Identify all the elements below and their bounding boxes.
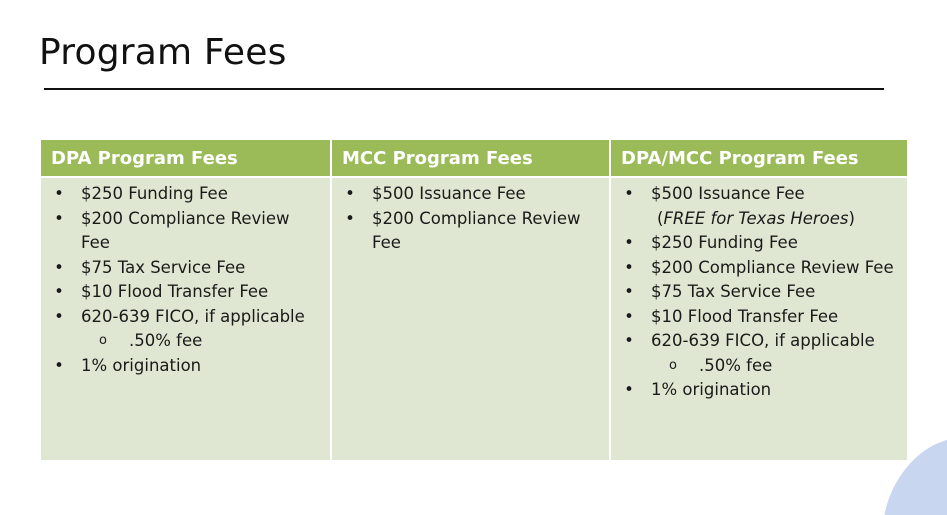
fee-list [340, 182, 601, 256]
bullet-icon: • [54, 257, 64, 277]
bullet-icon: • [54, 184, 64, 203]
fee-text: $500 Issuance Fee [372, 184, 526, 203]
fee-text: .50% fee [129, 331, 203, 350]
fee-note [651, 207, 899, 232]
fee-text: 620-639 FICO, if applicable [81, 306, 305, 326]
fee-text: .50% fee [699, 355, 773, 375]
list-item [49, 354, 322, 379]
sub-bullet-icon: o [669, 357, 677, 373]
bullet-icon: • [345, 208, 355, 228]
note-close-paren: ) [848, 208, 855, 228]
fee-text: $75 Tax Service Fee [81, 257, 246, 277]
fee-text: 1% origination [651, 380, 772, 399]
list-item [619, 256, 899, 281]
title-divider [44, 88, 884, 90]
fee-text: $200 Compliance Review Fee [372, 208, 581, 252]
fee-list [49, 182, 322, 378]
list-item [49, 182, 322, 207]
fee-text: 620-639 FICO, if applicable [651, 331, 875, 350]
fee-text: 1% origination [81, 355, 202, 375]
bullet-icon: • [54, 306, 64, 326]
bullet-icon: • [345, 184, 355, 203]
fee-text: $250 Funding Fee [651, 233, 798, 252]
list-item [619, 378, 899, 403]
bullet-icon: • [54, 355, 64, 375]
sub-bullet-icon: o [99, 333, 107, 348]
note-text: FREE for Texas Heroes [663, 208, 849, 228]
header-dpa-mcc-program-fees: DPA/MCC Program Fees [610, 140, 907, 177]
list-item [49, 280, 322, 305]
note-open-paren: ( [657, 208, 664, 228]
bullet-icon: • [624, 282, 634, 301]
bullet-icon: • [624, 257, 634, 277]
list-item [49, 256, 322, 281]
bullet-icon: • [624, 331, 634, 350]
bullet-icon: • [624, 380, 634, 399]
page-title: Program Fees [39, 32, 287, 73]
bullet-icon: • [624, 306, 634, 326]
table-header-row [41, 140, 907, 177]
list-item [619, 329, 899, 354]
bullet-icon: • [624, 233, 634, 252]
cell-dpa-mcc-fees [610, 177, 907, 460]
fee-text: $75 Tax Service Fee [651, 282, 816, 301]
table-row [41, 177, 907, 460]
cell-dpa-fees [41, 177, 331, 460]
bullet-icon: • [54, 208, 64, 228]
bullet-icon: • [624, 184, 634, 203]
list-item [619, 305, 899, 330]
list-item [49, 329, 322, 354]
header-mcc-program-fees: MCC Program Fees [331, 140, 610, 177]
fee-text: $200 Compliance Review Fee [81, 208, 290, 252]
header-dpa-program-fees: DPA Program Fees [41, 140, 331, 177]
list-item [49, 305, 322, 330]
fee-text: $250 Funding Fee [81, 184, 228, 203]
list-item [619, 182, 899, 231]
list-item [619, 354, 899, 379]
bullet-icon: • [54, 282, 64, 301]
fee-text: $10 Flood Transfer Fee [651, 306, 839, 326]
list-item [49, 207, 322, 256]
fee-text: $10 Flood Transfer Fee [81, 282, 269, 301]
fee-text: $500 Issuance Fee [651, 184, 805, 203]
list-item [619, 280, 899, 305]
list-item [619, 231, 899, 256]
fee-list [619, 182, 899, 403]
cell-mcc-fees [331, 177, 610, 460]
fees-table [41, 140, 907, 460]
list-item [340, 182, 601, 207]
fee-text: $200 Compliance Review Fee [651, 257, 894, 277]
list-item [340, 207, 601, 256]
